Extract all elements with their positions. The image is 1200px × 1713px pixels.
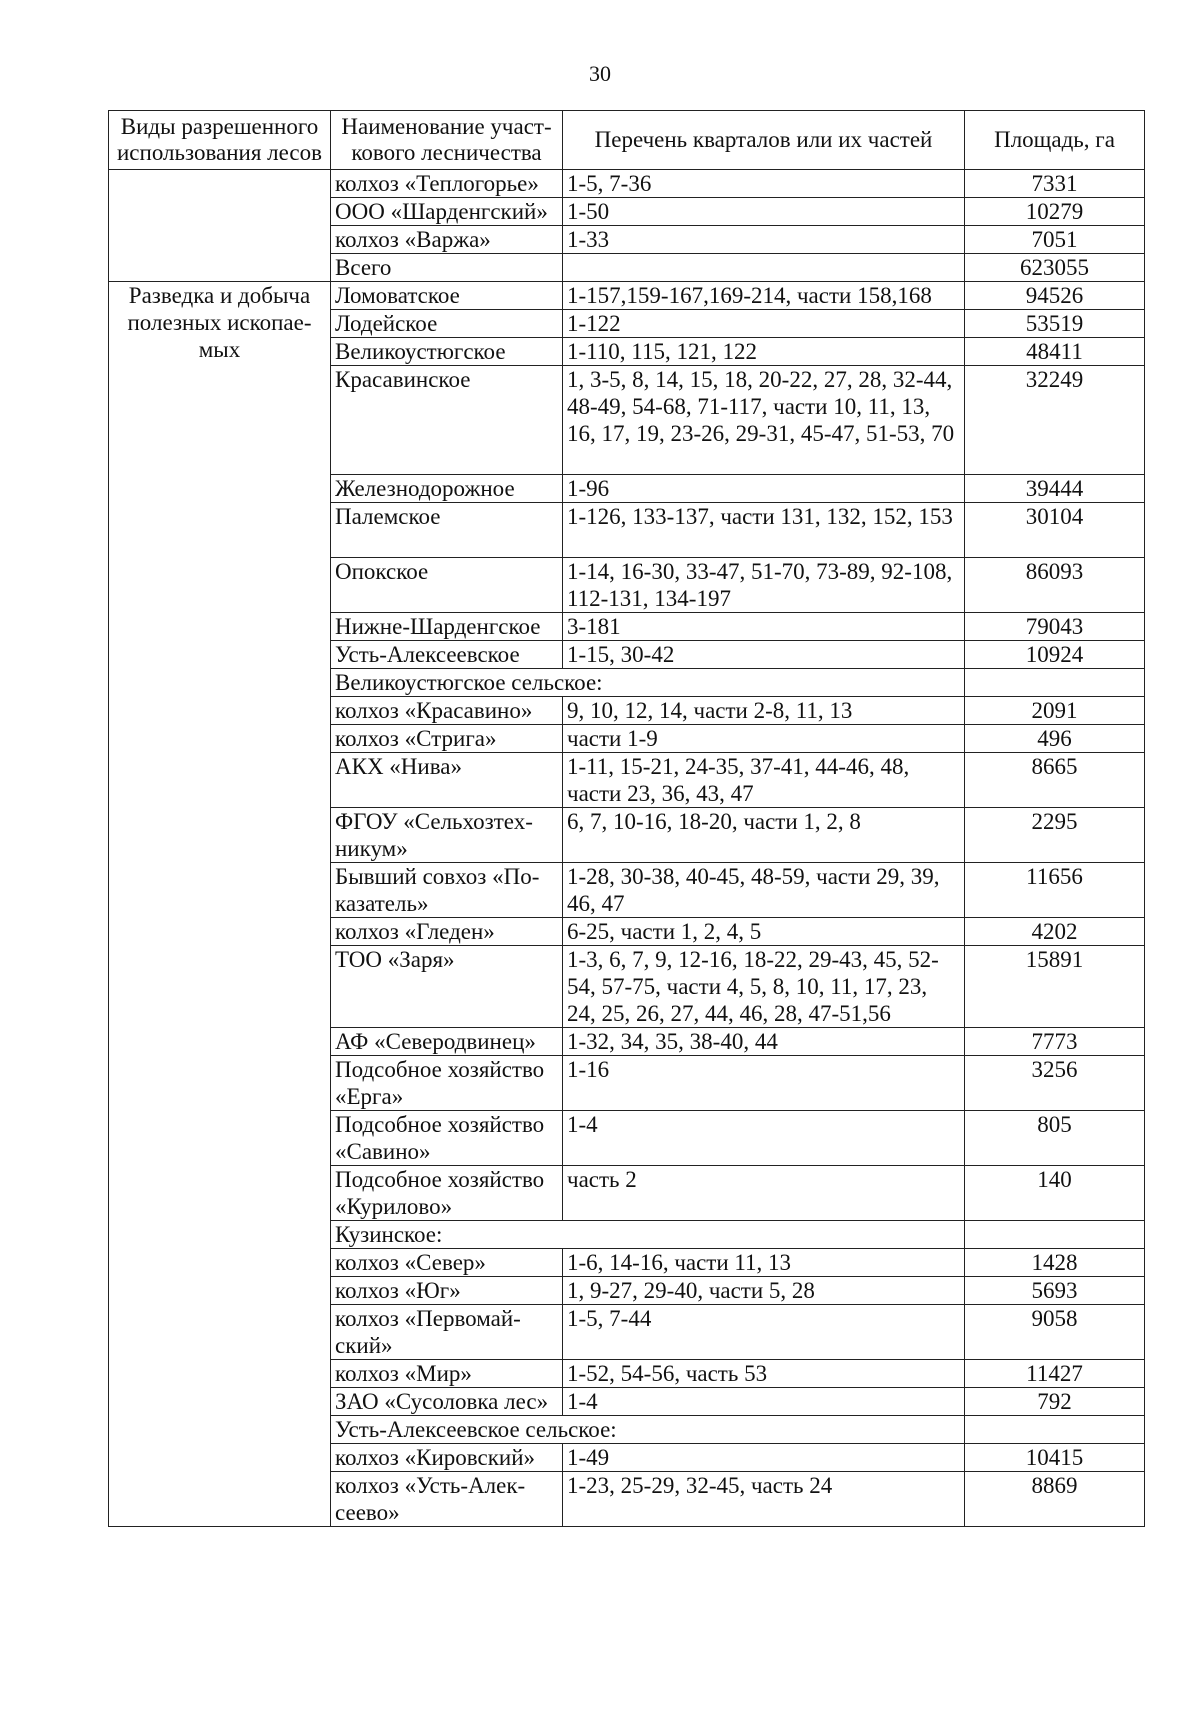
forestry-name-cell: колхоз «Мир»: [331, 1360, 563, 1388]
area-cell: 8869: [965, 1472, 1145, 1527]
header-line: использования лесов: [117, 140, 322, 165]
area-cell: 2091: [965, 697, 1145, 725]
quarters-cell: 1-52, 54-56, часть 53: [563, 1360, 965, 1388]
area-cell: 48411: [965, 338, 1145, 366]
area-cell: 11427: [965, 1360, 1145, 1388]
area-cell: 7331: [965, 170, 1145, 198]
quarters-cell: 3-181: [563, 613, 965, 641]
area-cell: 805: [965, 1111, 1145, 1166]
forestry-name-cell: АКХ «Нива»: [331, 753, 563, 808]
use-type-line: мых: [198, 337, 241, 362]
quarters-cell: 1-4: [563, 1388, 965, 1416]
area-cell: 32249: [965, 366, 1145, 475]
quarters-cell: 1, 9-27, 29-40, части 5, 28: [563, 1277, 965, 1305]
area-cell: 15891: [965, 946, 1145, 1028]
forestry-name-cell: АФ «Северодвинец»: [331, 1028, 563, 1056]
header-row: [109, 111, 1145, 170]
header-line: Перечень кварталов или их частей: [594, 127, 933, 152]
area-cell: 94526: [965, 282, 1145, 310]
forestry-name-cell: ООО «Шарденгский»: [331, 198, 563, 226]
area-cell: 623055: [965, 254, 1145, 282]
quarters-cell: 1-3, 6, 7, 9, 12-16, 18-22, 29-43, 45, 52-54, 57-75, части 4, 5, 8, 10, 11, 17, 23, 24, 25, 26, 27, 44, 46, 28, 47-51,56: [563, 946, 965, 1028]
quarters-cell: 1-50: [563, 198, 965, 226]
quarters-cell: [563, 254, 965, 282]
area-cell: 2295: [965, 808, 1145, 863]
header-quarters: [563, 111, 965, 170]
forestry-name-cell: колхоз «Теплогорье»: [331, 170, 563, 198]
quarters-cell: 1-157,159-167,169-214, части 158,168: [563, 282, 965, 310]
quarters-cell: 1-49: [563, 1444, 965, 1472]
quarters-cell: 1-15, 30-42: [563, 641, 965, 669]
area-cell: 5693: [965, 1277, 1145, 1305]
area-cell: 792: [965, 1388, 1145, 1416]
forestry-name-cell: ТОО «Заря»: [331, 946, 563, 1028]
area-cell: 11656: [965, 863, 1145, 918]
quarters-cell: 1-4: [563, 1111, 965, 1166]
forestry-name-cell: Нижне-Шарденгское: [331, 613, 563, 641]
quarters-cell: 1-96: [563, 475, 965, 503]
header-line: Площадь, га: [994, 127, 1115, 152]
forestry-name-cell: колхоз «Север»: [331, 1249, 563, 1277]
area-cell: 30104: [965, 503, 1145, 558]
area-cell: 10924: [965, 641, 1145, 669]
area-cell: 10415: [965, 1444, 1145, 1472]
area-cell: 39444: [965, 475, 1145, 503]
quarters-cell: 1-110, 115, 121, 122: [563, 338, 965, 366]
area-cell: [965, 1416, 1145, 1444]
quarters-cell: 1-5, 7-44: [563, 1305, 965, 1360]
section-title: Кузинское:: [331, 1221, 965, 1249]
header-use-type: [109, 111, 331, 170]
forestry-name-cell: Ломоватское: [331, 282, 563, 310]
area-cell: [965, 669, 1145, 697]
area-cell: 7051: [965, 226, 1145, 254]
section-title: Великоустюгское сельское:: [331, 669, 965, 697]
quarters-cell: 1-5, 7-36: [563, 170, 965, 198]
table-row: [109, 170, 1145, 198]
quarters-cell: 1-6, 14-16, части 11, 13: [563, 1249, 965, 1277]
forestry-name-cell: колхоз «Варжа»: [331, 226, 563, 254]
quarters-cell: 1-23, 25-29, 32-45, часть 24: [563, 1472, 965, 1527]
area-cell: 3256: [965, 1056, 1145, 1111]
forestry-name-cell: Палемское: [331, 503, 563, 558]
quarters-cell: части 1-9: [563, 725, 965, 753]
use-type-line: Разведка и добыча: [128, 283, 311, 308]
quarters-cell: 1-32, 34, 35, 38-40, 44: [563, 1028, 965, 1056]
quarters-cell: 1-33: [563, 226, 965, 254]
forestry-name-cell: колхоз «Красавино»: [331, 697, 563, 725]
forestry-name-cell: колхоз «Стрига»: [331, 725, 563, 753]
forestry-name-cell: ФГОУ «Сельхозтех-никум»: [331, 808, 563, 863]
quarters-cell: 9, 10, 12, 14, части 2-8, 11, 13: [563, 697, 965, 725]
forestry-name-cell: Железнодорожное: [331, 475, 563, 503]
area-cell: 7773: [965, 1028, 1145, 1056]
header-area: [965, 111, 1145, 170]
use-type-cell-empty: [109, 170, 331, 282]
area-cell: 140: [965, 1166, 1145, 1221]
quarters-cell: 1-122: [563, 310, 965, 338]
area-cell: 10279: [965, 198, 1145, 226]
forestry-name-cell: Подсобное хозяйство «Савино»: [331, 1111, 563, 1166]
forestry-name-cell: колхоз «Усть-Алек-сеево»: [331, 1472, 563, 1527]
area-cell: 496: [965, 725, 1145, 753]
forest-use-table: [108, 110, 1145, 1527]
quarters-cell: 1-28, 30-38, 40-45, 48-59, части 29, 39, 46, 47: [563, 863, 965, 918]
section-title: Усть-Алексеевское сельское:: [331, 1416, 965, 1444]
table-row: [109, 282, 1145, 310]
quarters-cell: 1-126, 133-137, части 131, 132, 152, 153: [563, 503, 965, 558]
forestry-name-cell: колхоз «Первомай-ский»: [331, 1305, 563, 1360]
header-line: Наименование участ-: [341, 114, 552, 139]
quarters-cell: 1-14, 16-30, 33-47, 51-70, 73-89, 92-108, 112-131, 134-197: [563, 558, 965, 613]
area-cell: 86093: [965, 558, 1145, 613]
forestry-name-cell: ЗАО «Сусоловка лес»: [331, 1388, 563, 1416]
quarters-cell: 1, 3-5, 8, 14, 15, 18, 20-22, 27, 28, 32-44, 48-49, 54-68, 71-117, части 10, 11, 13, 16, 17, 19, 23-26, 29-31, 45-47, 51-53, 70: [563, 366, 965, 475]
quarters-cell: 1-11, 15-21, 24-35, 37-41, 44-46, 48, части 23, 36, 43, 47: [563, 753, 965, 808]
area-cell: [965, 1221, 1145, 1249]
area-cell: 4202: [965, 918, 1145, 946]
quarters-cell: часть 2: [563, 1166, 965, 1221]
quarters-cell: 1-16: [563, 1056, 965, 1111]
area-cell: 79043: [965, 613, 1145, 641]
use-type-line: полезных ископае-: [127, 310, 312, 335]
forestry-name-cell: Великоустюгское: [331, 338, 563, 366]
area-cell: 9058: [965, 1305, 1145, 1360]
forestry-name-cell: колхоз «Юг»: [331, 1277, 563, 1305]
forestry-name-cell: Подсобное хозяйство «Ерга»: [331, 1056, 563, 1111]
forestry-name-cell: Усть-Алексеевское: [331, 641, 563, 669]
use-type-cell: [109, 282, 331, 1527]
forestry-name-cell: колхоз «Гледен»: [331, 918, 563, 946]
forestry-name-cell: Всего: [331, 254, 563, 282]
quarters-cell: 6, 7, 10-16, 18-20, части 1, 2, 8: [563, 808, 965, 863]
forestry-name-cell: Бывший совхоз «По-казатель»: [331, 863, 563, 918]
quarters-cell: 6-25, части 1, 2, 4, 5: [563, 918, 965, 946]
forestry-name-cell: колхоз «Кировский»: [331, 1444, 563, 1472]
forestry-name-cell: Красавинское: [331, 366, 563, 475]
header-forestry-name: [331, 111, 563, 170]
forestry-name-cell: Лодейское: [331, 310, 563, 338]
forestry-name-cell: Подсобное хозяйство «Курилово»: [331, 1166, 563, 1221]
forestry-name-cell: Опокское: [331, 558, 563, 613]
area-cell: 8665: [965, 753, 1145, 808]
page-number: 30: [589, 61, 611, 86]
header-line: кового лесничества: [351, 140, 542, 165]
area-cell: 53519: [965, 310, 1145, 338]
area-cell: 1428: [965, 1249, 1145, 1277]
header-line: Виды разрешенного: [120, 114, 319, 139]
